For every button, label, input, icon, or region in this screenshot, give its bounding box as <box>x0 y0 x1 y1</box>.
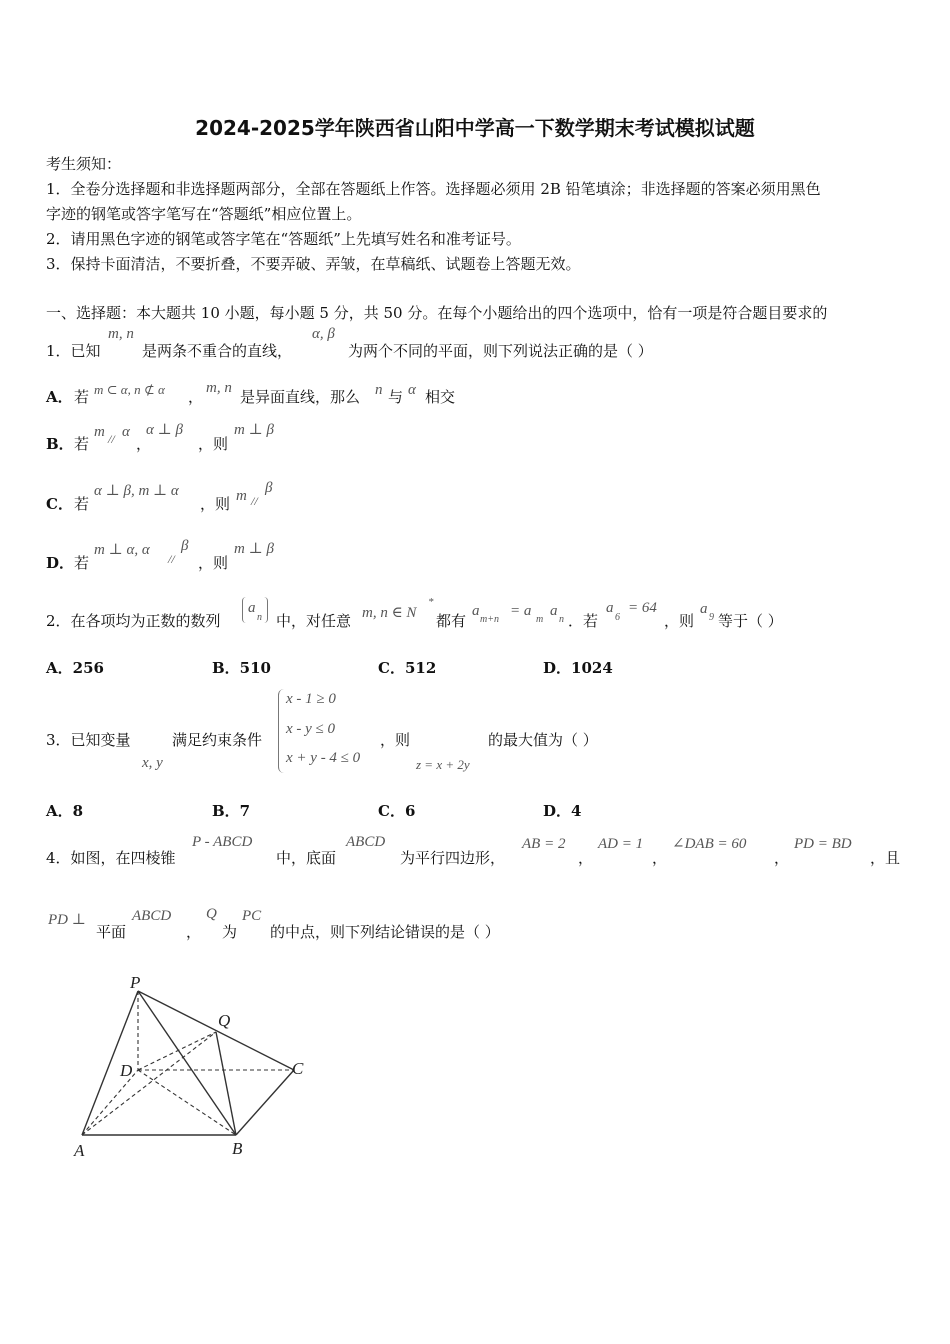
option-math: m ⊥ β <box>234 541 274 557</box>
option-text: ，则 <box>198 554 229 572</box>
option-math: m ⊥ β <box>234 422 274 438</box>
q2-math-a: a <box>472 603 480 619</box>
q2-math-seq: a <box>248 600 256 616</box>
q3-option-a[interactable]: A．8 <box>46 802 84 820</box>
option-math: β <box>265 480 273 496</box>
q4-text-3: ，且 <box>870 849 901 867</box>
edge-pc <box>138 991 294 1070</box>
option-math: m ⊥ α, α <box>94 542 150 558</box>
option-label: D． <box>46 554 75 572</box>
q1-stem-start: 1．已知 <box>46 342 101 360</box>
q3-math-z: z = x + 2y <box>416 757 470 772</box>
option-label: B． <box>46 435 74 453</box>
q4-text-2: 为平行四边形， <box>400 849 506 867</box>
q3-constraint-2: x - y ≤ 0 <box>286 721 336 737</box>
option-math: m <box>94 424 105 440</box>
option-text: 若 <box>74 388 90 406</box>
q2-option-c[interactable]: C．512 <box>378 659 437 677</box>
q4-stem-start: 4．如图，在四棱锥 <box>46 849 176 867</box>
option-math: n <box>375 382 383 398</box>
option-text: ， <box>136 435 152 453</box>
q2-option-b[interactable]: B．510 <box>212 659 271 677</box>
option-math: // <box>168 552 175 566</box>
q3-text-2: ，则 <box>380 731 411 749</box>
q1-text-1: 是两条不重合的直线， <box>142 342 293 360</box>
notice-line-3: 3．保持卡面清洁，不要折叠，不要弄破、弄皱，在草稿纸、试题卷上答题无效。 <box>46 255 581 273</box>
q2-math-an: a <box>550 603 558 619</box>
q4-math-ab: AB = 2 <box>522 836 566 852</box>
q2-text-3: ．若 <box>568 612 599 630</box>
q3-constraint-1: x - 1 ≥ 0 <box>286 691 336 707</box>
q4-sep-3: ， <box>774 849 790 867</box>
option-math: // <box>251 494 258 508</box>
label-p: P <box>130 973 141 992</box>
q2-stem-start: 2．在各项均为正数的数列 <box>46 612 221 630</box>
option-math: α ⊥ β <box>146 422 183 438</box>
q3-constraint-brace <box>278 689 285 773</box>
option-label: A． <box>46 388 73 406</box>
option-text: 若 <box>74 495 90 513</box>
edge-dq <box>138 1032 216 1070</box>
q2-option-d[interactable]: D．1024 <box>543 659 613 677</box>
q1-math-ab: α, β <box>312 326 335 342</box>
option-text: ， <box>188 388 204 406</box>
option-math: m, n <box>206 380 232 396</box>
edge-db <box>138 1070 236 1135</box>
q2-math-a9-sub: 9 <box>709 612 714 623</box>
q3-constraint-3: x + y - 4 ≤ 0 <box>286 750 361 766</box>
q4-math-q: Q <box>206 906 217 922</box>
q4-sep-4: ， <box>186 923 202 941</box>
q4-text-6: 的中点，则下列结论错误的是（ ） <box>270 923 500 941</box>
option-math: m ⊂ α, n ⊄ α <box>94 382 165 397</box>
q4-text-1: 中，底面 <box>276 849 337 867</box>
q3-stem-start: 3．已知变量 <box>46 731 131 749</box>
q2-option-a[interactable]: A．256 <box>46 659 104 677</box>
q4-math-abcd: ABCD <box>346 834 386 850</box>
q4-math-p: P - ABCD <box>192 834 253 850</box>
q4-math-pdperp: PD ⊥ <box>48 912 86 928</box>
q4-math-dab: ∠DAB = 60 <box>672 836 747 852</box>
q2-math-sub-n: n <box>559 614 564 625</box>
label-a: A <box>74 1141 85 1160</box>
option-math: β <box>181 538 189 554</box>
q1-text-2: 为两个不同的平面，则下列说法正确的是（ ） <box>348 342 653 360</box>
option-math: α <box>122 424 130 440</box>
q3-option-d[interactable]: D．4 <box>543 802 582 820</box>
q3-text-3: 的最大值为（ ） <box>488 731 598 749</box>
label-d: D <box>120 1061 133 1080</box>
q2-math-sub-m: m <box>536 614 544 625</box>
option-text: 与 <box>388 388 404 406</box>
label-b: B <box>232 1139 243 1158</box>
q2-math-star: * <box>428 596 434 608</box>
option-text: 若 <box>74 435 90 453</box>
option-math: m <box>236 488 247 504</box>
option-math: α <box>408 382 416 398</box>
q2-math-eq: = a <box>510 603 532 619</box>
notice-heading: 考生须知： <box>46 155 122 173</box>
option-text: 若 <box>74 554 90 572</box>
q3-option-c[interactable]: C．6 <box>378 802 416 820</box>
q3-math-xy: x, y <box>142 755 163 771</box>
pyramid-figure <box>60 960 340 1170</box>
q3-option-b[interactable]: B．7 <box>212 802 251 820</box>
q2-math-a6-sub: 6 <box>615 612 620 623</box>
q4-math-ad: AD = 1 <box>598 836 644 852</box>
q2-text-4: ，则 <box>664 612 695 630</box>
label-c: C <box>292 1059 304 1078</box>
q4-text-5: 为 <box>222 923 238 941</box>
q2-math-seq-sub: n <box>257 612 262 623</box>
edge-bc <box>236 1070 294 1135</box>
q2-text-2: 都有 <box>436 612 467 630</box>
option-label: C． <box>46 495 73 513</box>
q3-text-1: 满足约束条件 <box>172 731 263 749</box>
q4-text-4: 平面 <box>96 923 127 941</box>
q4-math-pd: PD = BD <box>794 836 852 852</box>
option-math: α ⊥ β, m ⊥ α <box>94 483 179 499</box>
q2-math-a6: a <box>606 600 614 616</box>
q4-sep-2: ， <box>652 849 668 867</box>
q2-text-5: 等于（ ） <box>718 612 783 630</box>
section-heading: 一、选择题：本大题共 10 小题，每小题 5 分，共 50 分。在每个小题给出的四个选项中，恰有一项是符合题目要求的 <box>46 304 828 322</box>
notice-line-1b: 字迹的钢笔或答字笔写在“答题纸”相应位置上。 <box>46 205 362 223</box>
q2-math-mn: m, n ∈ N <box>362 605 417 621</box>
option-text: ，则 <box>200 495 231 513</box>
option-text: 是异面直线，那么 <box>240 388 361 406</box>
q4-math-pc: PC <box>242 908 262 924</box>
option-math: // <box>108 432 115 446</box>
label-q: Q <box>218 1011 231 1030</box>
q2-math-a9: a <box>700 601 708 617</box>
q4-math-abcd-2: ABCD <box>132 908 172 924</box>
notice-line-1a: 1．全卷分选择题和非选择题两部分，全部在答题纸上作答。选择题必须用 2B 铅笔填涂；非选择题的答案必须用黑色 <box>46 180 821 198</box>
page-title: 2024-2025学年陕西省山阳中学高一下数学期末考试模拟试题 <box>195 116 755 140</box>
q2-math-64: = 64 <box>628 600 657 616</box>
q2-math-a-sub: m+n <box>480 614 499 625</box>
q1-math-mn: m, n <box>108 326 134 342</box>
option-text: ，则 <box>198 435 229 453</box>
option-text: 相交 <box>425 388 456 406</box>
q2-text-1: 中，对任意 <box>276 612 352 630</box>
notice-line-2: 2．请用黑色字迹的钢笔或答字笔在“答题纸”上先填写姓名和准考证号。 <box>46 230 521 248</box>
q4-sep-1: ， <box>578 849 594 867</box>
